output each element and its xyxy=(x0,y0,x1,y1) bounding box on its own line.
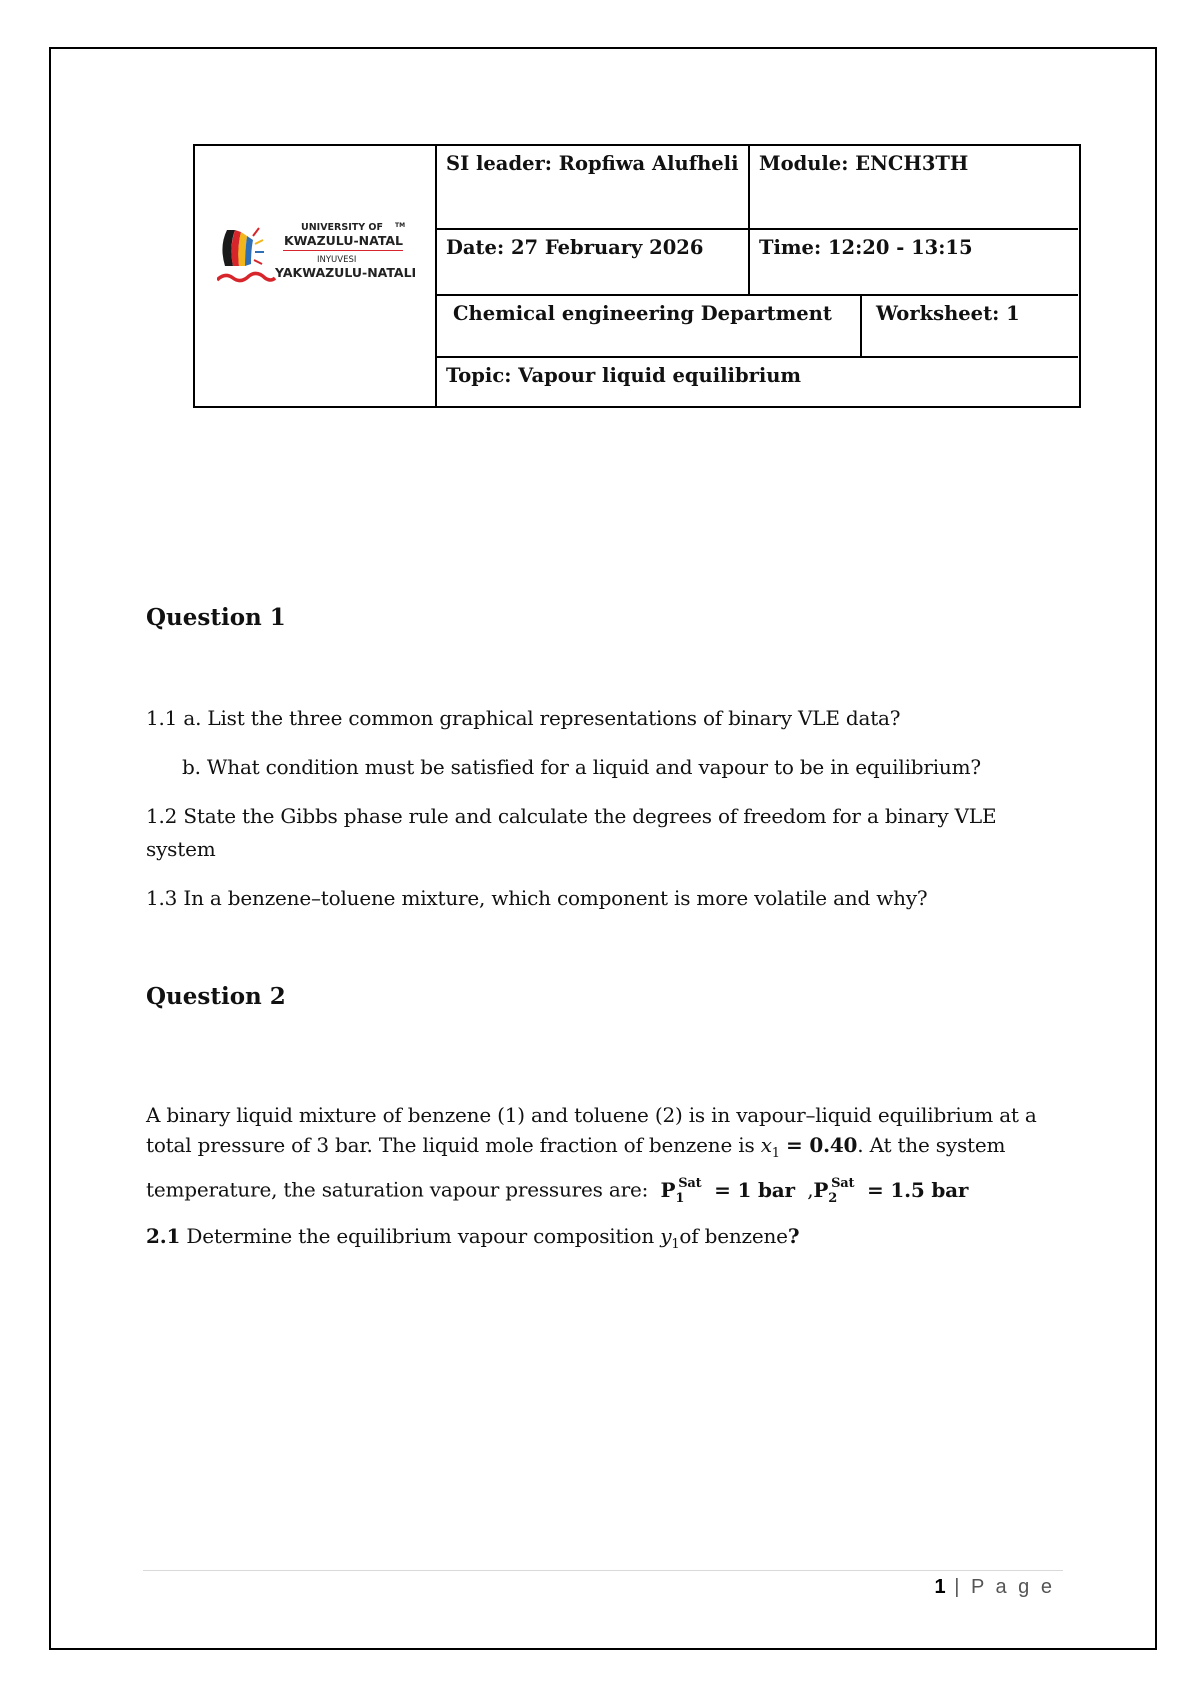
department-cell xyxy=(437,296,862,358)
x1-symbol: $x_1 = 0.40$ xyxy=(760,1133,858,1161)
time: Time: 12:20 - 13:15 xyxy=(759,236,973,259)
module-cell xyxy=(750,146,1078,230)
worksheet-cell xyxy=(862,296,1078,358)
q1-item-1-1a: 1.1 a. List the three common graphical representations of binary VLE data? xyxy=(146,706,901,730)
question-2-title: Question 2 xyxy=(146,983,286,1010)
date: Date: 27 February 2026 xyxy=(446,236,704,259)
question-1-title: Question 1 xyxy=(146,604,286,631)
logo-line-university-of: UNIVERSITY OF xyxy=(301,222,383,233)
logo-line-inyuvesi: INYUVESI xyxy=(317,255,357,265)
q1-item-1-2: 1.2 State the Gibbs phase rule and calculate the degrees of freedom for a binary VLE system xyxy=(146,804,997,861)
time-cell xyxy=(750,230,1078,296)
page-label: | P a g e xyxy=(954,1576,1055,1598)
header-table xyxy=(193,144,1081,408)
university-logo xyxy=(217,222,417,292)
logo-line-kwazulu-natal: KWAZULU-NATAL xyxy=(284,233,404,248)
page-footer xyxy=(935,1576,1055,1599)
worksheet: Worksheet: 1 xyxy=(876,302,1020,325)
page-number: 1 xyxy=(934,1576,946,1598)
q2-line-2: total pressure of 3 bar. The liquid mole fraction of benzene is $x_1 = 0.40$. At the system xyxy=(146,1133,1006,1161)
q1-item-1-1b: b. What condition must be satisfied for a liquid and vapour to be in equilibrium? xyxy=(182,755,981,779)
logo-cell xyxy=(195,146,437,406)
p2-sat: $P_2^{Sat} = 1.5$ bar xyxy=(813,1176,969,1206)
q2-item-2-1: 2.1 Determine the equilibrium vapour composition $y_1of$ benzene? xyxy=(146,1224,800,1252)
q2-line-1: A binary liquid mixture of benzene (1) and toluene (2) is in vapour–liquid equilibrium at a xyxy=(146,1103,1037,1127)
logo-line-yakwazulu-natali: YAKWAZULU-NATALI xyxy=(275,265,417,280)
y1-symbol: $y_1$ xyxy=(660,1224,680,1252)
si-leader: SI leader: Ropfiwa Alufheli xyxy=(446,152,739,175)
topic-cell xyxy=(437,358,1078,406)
department: Chemical engineering Department xyxy=(453,302,832,325)
p1-sat: $P_1^{Sat} = 1$ bar xyxy=(660,1176,795,1206)
q2-line-3: temperature, the saturation vapour pressures are: $P_1^{Sat} = 1$ bar $,P_2^{Sat} = 1.5$ bar xyxy=(146,1176,969,1206)
date-cell xyxy=(437,230,750,296)
topic: Topic: Vapour liquid equilibrium xyxy=(446,364,802,387)
q1-item-1-3: 1.3 In a benzene–toluene mixture, which component is more volatile and why? xyxy=(146,886,928,910)
shield-emblem-icon xyxy=(217,222,277,292)
module: Module: ENCH3TH xyxy=(759,152,969,175)
q2-paragraph xyxy=(146,1100,1046,1214)
logo-divider xyxy=(283,250,403,251)
logo-tm: TM xyxy=(395,222,406,229)
si-leader-cell xyxy=(437,146,750,230)
footer-divider xyxy=(143,1570,1063,1571)
